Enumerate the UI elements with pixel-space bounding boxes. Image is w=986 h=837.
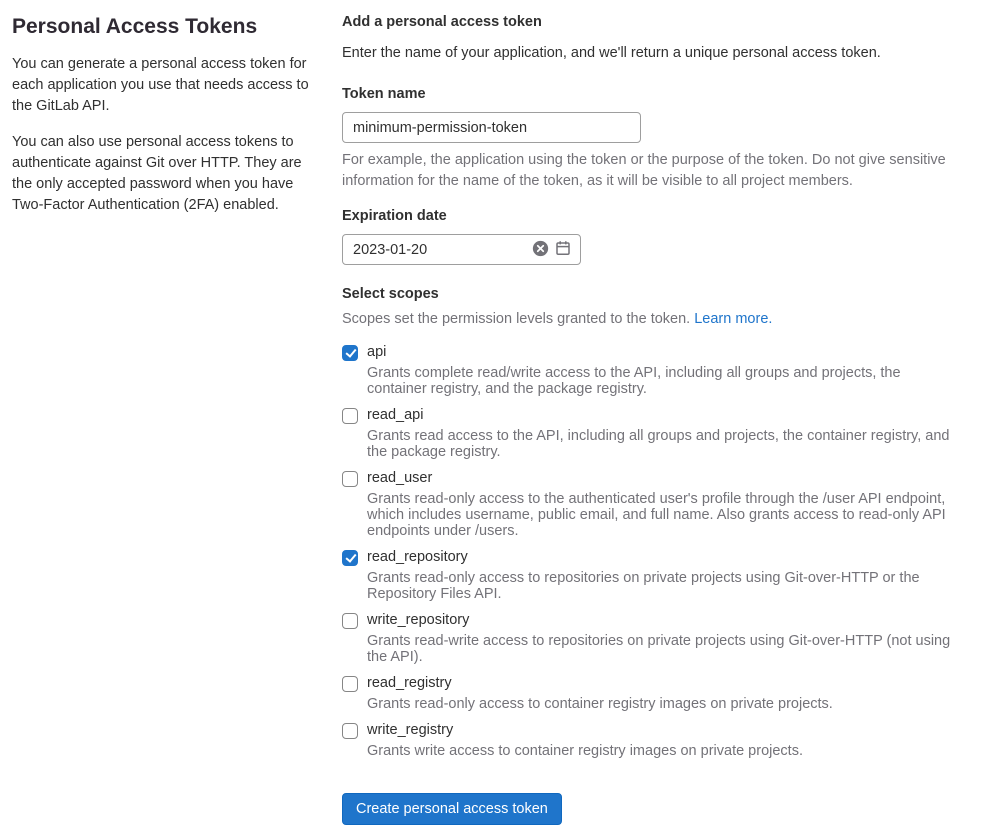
page-description-paragraph: You can also use personal access tokens to authenticate against Git over HTTP. They are the only accepted password when you have Two-Factor Authentication (2FA) enabled. — [12, 134, 302, 214]
scope-name-label[interactable]: write_registry — [367, 722, 454, 738]
scope-checkbox[interactable] — [342, 345, 358, 361]
expiration-date-input[interactable] — [353, 242, 527, 258]
scope-head — [342, 611, 966, 630]
scope-description: Grants read-only access to repositories on private projects using Git-over-HTTP or the Repository Files API. — [367, 570, 920, 602]
scope-checkbox[interactable] — [342, 613, 358, 629]
scope-head — [342, 548, 966, 567]
clear-date-button[interactable] — [531, 240, 550, 260]
scope-checkbox[interactable] — [342, 408, 358, 424]
scope-description: Grants write access to container registry images on private projects. — [367, 743, 803, 759]
calendar-icon — [555, 240, 571, 259]
settings-section-description — [12, 12, 312, 825]
scopes-help-text: Scopes set the permission levels granted to the token. — [342, 311, 691, 327]
scope-description: Grants read access to the API, including all groups and projects, the container registry, and the package registry. — [367, 428, 950, 460]
scope-description: Grants read-only access to container registry images on private projects. — [367, 696, 833, 712]
scope-checkbox[interactable] — [342, 723, 358, 739]
scope-row — [342, 548, 966, 602]
scope-checkbox[interactable] — [342, 550, 358, 566]
learn-more-link[interactable]: Learn more. — [694, 311, 773, 327]
page-description-paragraph: You can generate a personal access token for each application you use that needs access to the GitLab API. — [12, 56, 309, 115]
select-scopes-label: Select scopes — [342, 286, 439, 302]
scope-checkbox[interactable] — [342, 471, 358, 487]
scope-row — [342, 721, 966, 759]
scope-name-label[interactable]: read_user — [367, 470, 433, 486]
token-name-help: For example, the application using the token or the purpose of the token. Do not give sensitive information for the name of the token, as it will be visible to all project members. — [342, 152, 946, 189]
calendar-button[interactable] — [553, 240, 572, 260]
token-name-label: Token name — [342, 86, 426, 102]
scope-row — [342, 406, 966, 460]
scope-head — [342, 343, 966, 362]
create-token-button[interactable]: Create personal access token — [342, 793, 562, 825]
scope-description: Grants read-write access to repositories on private projects using Git-over-HTTP (not using the API). — [367, 633, 951, 665]
scope-row — [342, 611, 966, 665]
scope-name-label[interactable]: read_registry — [367, 675, 452, 691]
scope-description: Grants read-only access to the authenticated user's profile through the /user API endpoint, which includes username, public email, and full name. Also grants access to read-only API endpoints under /users. — [367, 491, 946, 539]
scope-name-label[interactable]: read_repository — [367, 549, 468, 565]
scope-row — [342, 674, 966, 712]
scope-name-label[interactable]: api — [367, 344, 387, 360]
add-token-form — [342, 12, 966, 825]
scope-checkbox[interactable] — [342, 676, 358, 692]
page-title: Personal Access Tokens — [12, 15, 258, 38]
scope-head — [342, 406, 966, 425]
expiration-date-field[interactable] — [342, 234, 581, 265]
expiration-date-label: Expiration date — [342, 208, 447, 224]
scope-name-label[interactable]: write_repository — [367, 612, 470, 628]
scopes-help — [342, 309, 966, 329]
form-heading: Add a personal access token — [342, 14, 542, 30]
scopes-list — [342, 343, 966, 759]
scope-head — [342, 674, 966, 693]
scope-description: Grants complete read/write access to the API, including all groups and projects, the container registry, and the package registry. — [367, 365, 901, 397]
clear-circle-icon — [532, 240, 549, 260]
scope-name-label[interactable]: read_api — [367, 407, 424, 423]
scope-head — [342, 469, 966, 488]
form-subheading: Enter the name of your application, and we'll return a unique personal access token. — [342, 45, 881, 61]
scope-head — [342, 721, 966, 740]
scope-row — [342, 469, 966, 539]
scope-row — [342, 343, 966, 397]
token-name-input[interactable] — [342, 112, 641, 143]
